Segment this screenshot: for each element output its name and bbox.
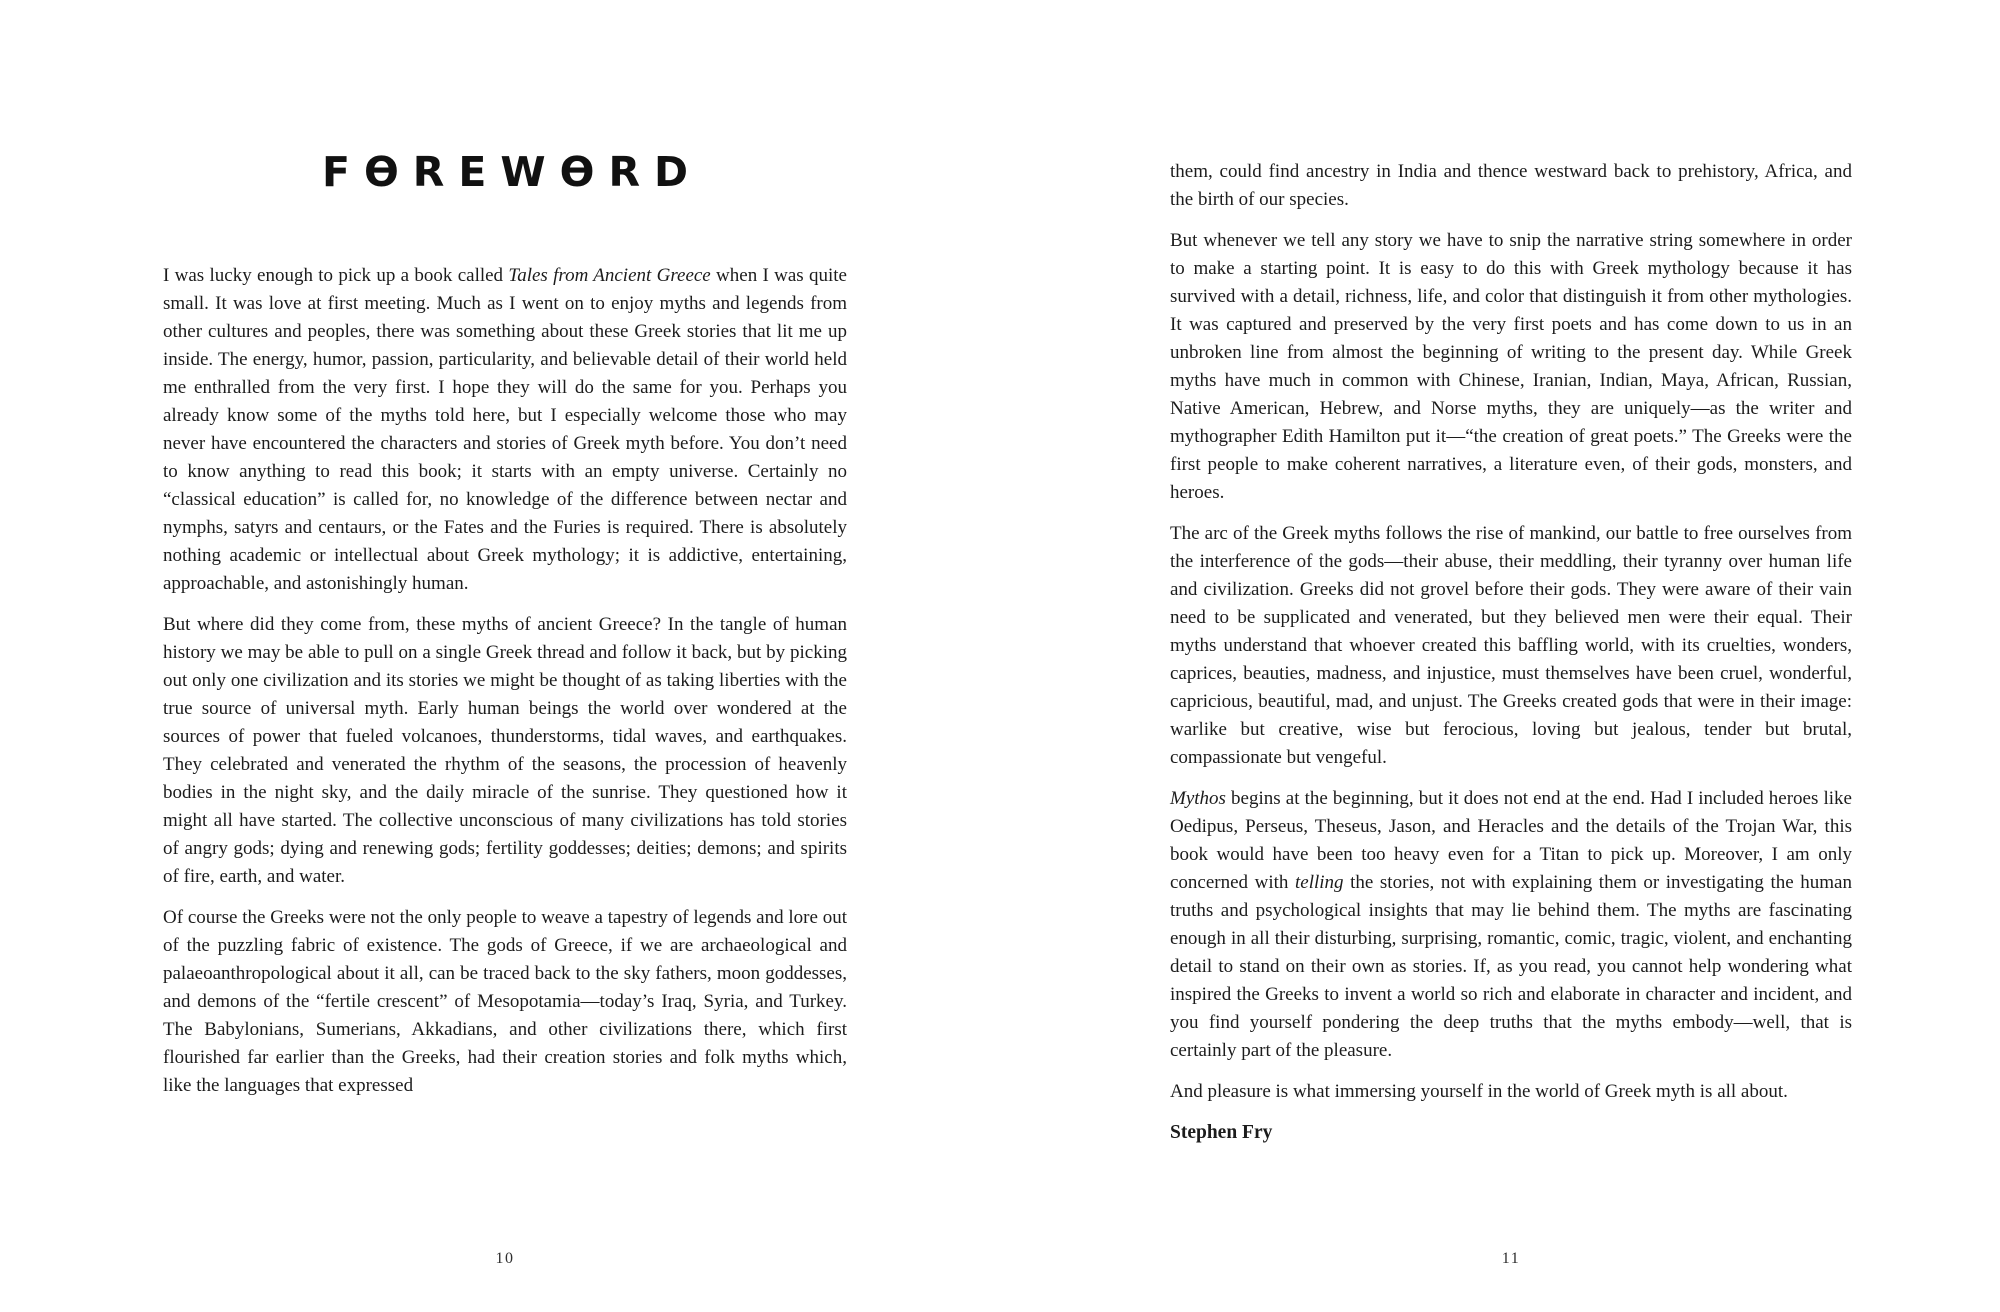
author-signature: Stephen Fry	[1170, 1122, 1273, 1143]
foreword-title: FӨREWӨRD	[321, 148, 703, 196]
paragraph: The arc of the Greek myths follows the rise of mankind, our battle to free ourselves from the interference of the gods—their abuse, their meddling, their tyranny over human life and civilization. Greeks did not grovel before their gods. They were aware of their vain need to be supplicated and venerated, but they believed men were their equal. Their myths understand that whoever created this baffling world, with its cruelties, wonders, caprices, beauties, madness, and injustice, must themselves have been cruel, wonderful, capricious, beautiful, mad, and unjust. The Greeks created gods that were in their image: warlike but creative, wise but ferocious, loving but jealous, tender but brutal, compassionate but vengeful.	[1170, 523, 1852, 768]
right-page-paragraphs	[1170, 158, 1852, 1106]
paragraph: Of course the Greeks were not the only people to weave a tapestry of legends and lore out of the puzzling fabric of existence. The gods of Greece, if we are archaeological and palaeoanthropological about it all, can be traced back to the sky fathers, moon goddesses, and demons of the “fertile crescent” of Mesopotamia—today’s Iraq, Syria, and Turkey. The Babylonians, Sumerians, Akkadians, and other civilizations there, which first flourished far earlier than the Greeks, had their creation stories and folk myths which, like the languages that expressed	[163, 907, 847, 1096]
page-left	[163, 0, 847, 1312]
page-number-right: 11	[1501, 1250, 1521, 1267]
paragraph: Mythos begins at the beginning, but it does not end at the end. Had I included heroes like Oedipus, Perseus, Theseus, Jason, and Heracles and the details of the Trojan War, this book would have been too heavy even for a Titan to pick up. Moreover, I am only concerned with telling the stories, not with explaining them or investigating the human truths and psychological insights that may lie behind them. The myths are fascinating enough in all their disturbing, surprising, romantic, comic, tragic, violent, and enchanting detail to stand on their own as stories. If, as you read, you cannot help wondering what inspired the Greeks to invent a world so rich and elaborate in character and incident, and you find yourself pondering the deep truths that the myths embody—well, that is certainly part of the pleasure.	[1170, 788, 1852, 1061]
paragraph: But where did they come from, these myths of ancient Greece? In the tangle of human history we may be able to pull on a single Greek thread and follow it back, but by picking out only one civilization and its stories we might be thought of as taking liberties with the true source of universal myth. Early human beings the world over wondered at the sources of power that fueled volcanoes, thunderstorms, tidal waves, and earthquakes. They celebrated and venerated the rhythm of the seasons, the procession of heavenly bodies in the night sky, and the daily miracle of the sunrise. They questioned how it might all have started. The collective unconscious of many civilizations has told stories of angry gods; dying and renewing gods; fertility goddesses; deities; demons; and spirits of fire, earth, and water.	[163, 614, 847, 887]
right-page-body	[1170, 158, 1852, 1147]
paragraph: And pleasure is what immersing yourself in the world of Greek myth is all about.	[1170, 1081, 1788, 1102]
page-right	[1170, 0, 1852, 1312]
paragraph: I was lucky enough to pick up a book called Tales from Ancient Greece when I was quite small. It was love at first meeting. Much as I went on to enjoy myths and legends from other cultures and peoples, there was something about these Greek stories that lit me up inside. The energy, humor, passion, particularity, and believable detail of their world held me enthralled from the very first. I hope they will do the same for you. Perhaps you already know some of the myths told here, but I especially welcome those who may never have encountered the characters and stories of Greek myth before. You don’t need to know anything to read this book; it starts with an empty universe. Certainly no “classical education” is called for, no knowledge of the difference between nectar and nymphs, satyrs and centaurs, or the Fates and the Furies is required. There is absolutely nothing academic or intellectual about Greek mythology; it is addictive, entertaining, approachable, and astonishingly human.	[163, 265, 847, 594]
page-number-left: 10	[495, 1250, 515, 1267]
paragraph: But whenever we tell any story we have to snip the narrative string somewhere in order to make a starting point. It is easy to do this with Greek mythology because it has survived with a detail, richness, life, and color that distinguish it from other mythologies. It was captured and preserved by the very first poets and has come down to us in an unbroken line from almost the beginning of writing to the present day. While Greek myths have much in common with Chinese, Iranian, Indian, Maya, African, Russian, Native American, Hebrew, and Norse myths, they are uniquely—as the writer and mythographer Edith Hamilton put it—“the creation of great poets.” The Greeks were the first people to make coherent narratives, a literature even, of their gods, monsters, and heroes.	[1170, 230, 1852, 503]
left-page-body	[163, 262, 847, 1113]
paragraph: them, could find ancestry in India and thence westward back to prehistory, Africa, and the birth of our species.	[1170, 161, 1852, 210]
